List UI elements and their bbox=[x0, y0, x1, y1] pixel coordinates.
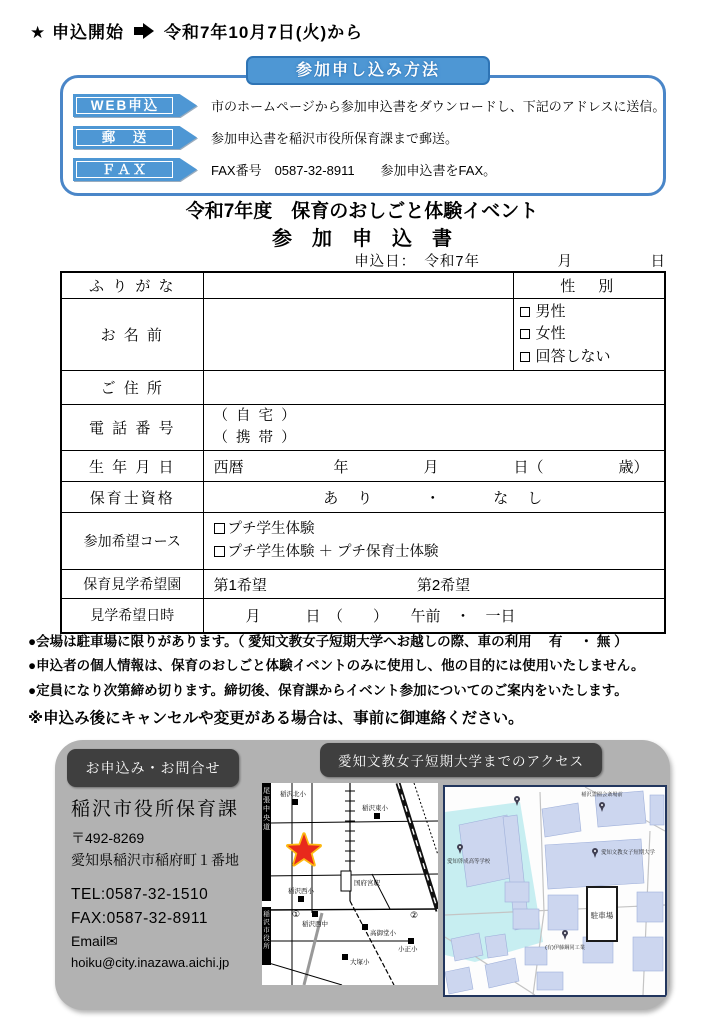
course-option-label: プチ学生体験 bbox=[227, 520, 315, 537]
tel-number: TEL:0587-32-1510 bbox=[71, 886, 209, 904]
application-date-line: 申込日： 令和7年 月 日 bbox=[354, 254, 666, 270]
email-label: Email bbox=[71, 933, 107, 950]
table-row-course bbox=[61, 513, 665, 570]
organization-name: 稲沢市役所保育課 bbox=[71, 799, 240, 820]
konomiya-station-label: 国府宮駅 bbox=[354, 880, 380, 887]
table-row-birthdate bbox=[61, 451, 665, 482]
table-row-phone bbox=[61, 405, 665, 451]
route-number-1: ① bbox=[292, 909, 301, 919]
gender-option-noanswer bbox=[520, 346, 661, 369]
fax-description: FAX番号 0587-32-8911 参加申込書をFAX。 bbox=[211, 163, 497, 178]
table-row-address bbox=[61, 371, 665, 405]
email-address: hoiku@city.inazawa.aichi.jp bbox=[71, 955, 230, 971]
name-field bbox=[203, 298, 513, 371]
notes-section bbox=[28, 630, 708, 728]
methods-title-tab: 参加申し込み方法 bbox=[246, 56, 490, 85]
application-start-line bbox=[30, 18, 363, 43]
gender-option-male bbox=[520, 301, 661, 324]
license-label: 保育士資格 bbox=[61, 482, 203, 513]
gender-option-label: 回答しない bbox=[535, 347, 611, 365]
gender-option-label: 女性 bbox=[535, 325, 566, 342]
visit-datetime-field: 月 日 （ ） 午前 ・ 一日 bbox=[203, 599, 665, 633]
phone-field bbox=[203, 405, 665, 451]
gender-option-female bbox=[520, 323, 661, 346]
school-label: 高御堂小 bbox=[370, 930, 396, 937]
method-row-fax bbox=[73, 158, 651, 181]
start-label: ★ 申込開始 bbox=[30, 23, 124, 42]
table-row-name bbox=[61, 298, 665, 371]
email-label-line bbox=[71, 931, 266, 953]
mail-description: 参加申込書を稲沢市役所保育課まで郵送。 bbox=[211, 131, 459, 146]
fax-arrow-badge bbox=[73, 158, 197, 181]
school-choice-field: 第1希望 第2希望 bbox=[203, 570, 665, 599]
school-label: 小正小 bbox=[398, 946, 418, 953]
table-row-school-choice bbox=[61, 570, 665, 599]
course-option-2 bbox=[204, 545, 665, 561]
school-label: 稲沢北小 bbox=[280, 791, 306, 798]
start-date: 令和7年10月7日(火)から bbox=[163, 23, 364, 42]
checkbox-icon bbox=[214, 523, 225, 534]
gender-options-cell bbox=[513, 298, 665, 371]
application-methods-section bbox=[60, 62, 666, 196]
phone-label: 電 話 番 号 bbox=[61, 405, 203, 451]
table-row-visit-datetime bbox=[61, 599, 665, 633]
address-label: ご 住 所 bbox=[61, 371, 203, 405]
school-label: 稲沢西中 bbox=[302, 921, 328, 928]
birthdate-field: 西暦 年 月 日（ 歳） bbox=[203, 451, 665, 482]
course-field bbox=[203, 513, 665, 570]
table-row-license bbox=[61, 482, 665, 513]
checkbox-icon bbox=[520, 352, 530, 362]
company-label: (有)伊藤鋼同工業 bbox=[545, 945, 585, 951]
web-apply-label: WEB申込 bbox=[90, 98, 160, 113]
checkbox-icon bbox=[520, 329, 530, 339]
form-title: 参 加 申 込 書 bbox=[272, 228, 452, 250]
event-title: 令和7年度 保育のおしごと体験イベント bbox=[185, 201, 539, 222]
mail-label: 郵 送 bbox=[101, 130, 149, 145]
web-apply-arrow-badge bbox=[73, 94, 197, 117]
course-option-label: プチ学生体験 ＋ プチ保育士体験 bbox=[227, 543, 439, 560]
visit-datetime-label: 見学希望日時 bbox=[61, 599, 203, 633]
gender-header: 性 別 bbox=[513, 272, 665, 298]
city-hall-label: 稲沢市役所 bbox=[263, 911, 270, 950]
checkbox-icon bbox=[214, 546, 225, 557]
access-title-tab: 愛知文教女子短期大学までのアクセス bbox=[320, 743, 602, 777]
route-map-image bbox=[262, 783, 438, 985]
table-row-furigana bbox=[61, 272, 665, 298]
course-option-1 bbox=[204, 522, 665, 538]
school-choice-label: 保育見学希望園 bbox=[61, 570, 203, 599]
furigana-field bbox=[203, 272, 513, 298]
campus-map-image bbox=[443, 785, 667, 997]
phone-home-line: （ 自 宅 ） bbox=[213, 408, 298, 425]
postal-code: 〒492-8269 bbox=[71, 830, 145, 846]
college-label: 愛知文教女子短期大学 bbox=[601, 850, 655, 856]
name-label: お 名 前 bbox=[61, 298, 203, 371]
note-capacity: ●定員になり次第締め切ります。締切後、保育課からイベント参加についてのご案内をいたします。 bbox=[28, 682, 628, 698]
note-privacy: ●申込者の個人情報は、保育のおしごと体験イベントのみに使用し、他の目的には使用いたしません。 bbox=[28, 658, 645, 674]
parking-label: 駐車場 bbox=[590, 911, 614, 920]
method-row-web bbox=[73, 94, 666, 117]
highschool-label: 愛知啓成高等学校 bbox=[447, 859, 491, 865]
cemetery-label: 稲沢霊園会斎場前 bbox=[581, 792, 623, 798]
birthdate-label: 生 年 月 日 bbox=[61, 451, 203, 482]
footer-panel bbox=[55, 740, 670, 1010]
license-field: あ り ・ な し bbox=[203, 482, 665, 513]
course-label: 参加希望コース bbox=[61, 513, 203, 570]
fax-number: FAX:0587-32-8911 bbox=[71, 910, 208, 928]
contact-title-tab: お申込み・お問合せ bbox=[67, 749, 239, 787]
school-label: 稲沢西小 bbox=[288, 888, 314, 895]
furigana-label: ふ り が な bbox=[61, 272, 203, 298]
contact-info-block bbox=[71, 794, 266, 973]
mail-arrow-badge bbox=[73, 126, 197, 149]
gender-option-label: 男性 bbox=[535, 302, 566, 320]
methods-box bbox=[60, 75, 666, 196]
address-field bbox=[203, 371, 665, 405]
school-label: 稲沢東小 bbox=[362, 805, 388, 812]
method-row-mail bbox=[73, 126, 651, 149]
note-cancel-warning: ※申込み後にキャンセルや変更がある場合は、事前に御連絡ください。 bbox=[28, 709, 524, 727]
envelope-icon: ✉ bbox=[106, 933, 118, 950]
fax-label: ＦＡＸ bbox=[101, 162, 149, 177]
web-apply-description: 市のホームページから参加申込書をダウンロードし、下記のアドレスに送信。 bbox=[211, 99, 666, 114]
note-parking: ●会場は駐車場に限りがあります。（ 愛知文教女子短期大学へお越しの際、車の利用 有 ・ 無 ） bbox=[28, 634, 628, 649]
phone-mobile-line: （ 携 帯 ） bbox=[213, 429, 298, 446]
school-label: 大塚小 bbox=[350, 959, 370, 966]
address-text: 愛知県稲沢市稲府町１番地 bbox=[71, 851, 239, 868]
application-form-table bbox=[60, 271, 666, 634]
owari-chuo-road-label: 尾張中央道 bbox=[263, 788, 270, 831]
checkbox-icon bbox=[520, 307, 530, 317]
route-number-2: ② bbox=[410, 910, 419, 920]
right-arrow-icon bbox=[134, 23, 154, 39]
